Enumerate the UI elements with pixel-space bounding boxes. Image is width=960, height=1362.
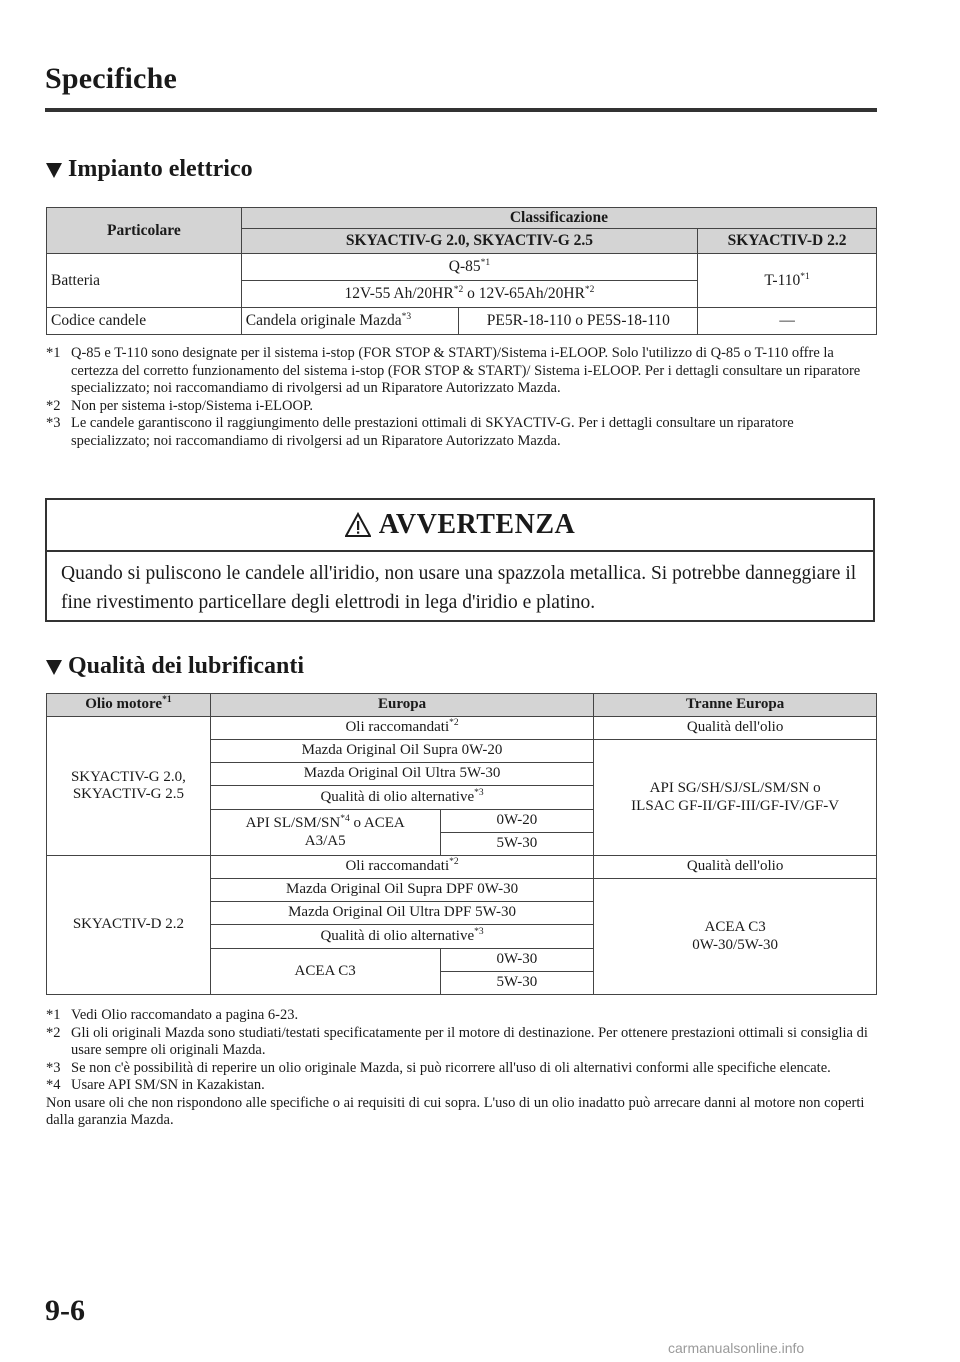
g-visc-0w20: 0W-20 — [440, 810, 594, 833]
footnote — [46, 1077, 876, 1095]
footnote-mark: *2 — [46, 397, 61, 414]
g-api-a: API SL/SM/SN — [245, 815, 341, 832]
g-oil-quality: Qualità dell'olio — [594, 717, 877, 740]
triangle-bullet-icon — [46, 163, 62, 178]
section-title-lubricants-text: Qualità dei lubrificanti — [68, 653, 305, 679]
g-api-c: A3/A5 — [304, 832, 346, 849]
watermark: carmanualsonline.info — [668, 1340, 805, 1356]
battery-g-ah-a: 12V-55 Ah/20HR — [344, 285, 454, 303]
footnote-mark: *2 — [46, 1024, 61, 1041]
warning-triangle-icon — [345, 512, 371, 538]
footnote — [46, 1025, 876, 1060]
footnote-ref: *1 — [162, 695, 172, 706]
battery-g-ah-b: o 12V-65Ah/20HR — [463, 285, 585, 303]
header-europa: Europa — [210, 694, 593, 717]
d-recommended-text: Oli raccomandati — [345, 858, 450, 875]
battery-label: Batteria — [47, 254, 242, 308]
d-alt-quality — [210, 925, 593, 949]
footnote-mark: *3 — [46, 415, 61, 431]
footnote-ref: *2 — [449, 718, 459, 729]
footnote — [46, 415, 876, 450]
d-oil-supra: Mazda Original Oil Supra DPF 0W-30 — [210, 879, 593, 902]
footnote-ref: *4 — [340, 814, 350, 825]
closing-note: Non usare oli che non rispondono alle specifiche o ai requisiti di cui sopra. L'uso di un olio inadatto può arrecare danni al motore non coperti dalla garanzia Mazda. — [46, 1094, 865, 1128]
footnote-ref: *3 — [474, 926, 484, 937]
d-recommended — [210, 856, 593, 879]
section-title-electric-text: Impianto elettrico — [68, 156, 253, 182]
g-visc-5w30: 5W-30 — [440, 833, 594, 856]
battery-g-q85 — [241, 254, 697, 281]
g-api-b: o ACEA — [349, 815, 405, 832]
footnote — [46, 398, 876, 416]
footnote — [46, 345, 876, 398]
footnote-ref: *1 — [480, 258, 491, 269]
page-number: 9-6 — [45, 1294, 85, 1327]
footnote-ref: *1 — [800, 271, 810, 282]
engine-g-line1: SKYACTIV-G 2.0, — [70, 768, 186, 785]
footnote-text: Gli oli originali Mazda sono studiati/testati specificatamente per il motore di destinazione. Per ottenere prestazioni ottimali si consiglia di usare sempre oli originali Mazda. — [71, 1024, 868, 1058]
footnote — [46, 1007, 876, 1025]
g-api-acea — [210, 810, 440, 856]
warning-text: Quando si puliscono le candele all'iridio, non usare una spazzola metallica. Si potrebbe danneggiare il fine rivestimento particellare degli elettrodi in lega d'iridio e platino. — [61, 563, 857, 613]
footnote-text: Q-85 e T-110 sono designate per il sistema i-stop (FOR STOP & START)/Sistema i-ELOOP. Solo l'utilizzo di Q-85 o T-110 offre la certezza del corretto funzionamento del sistema i-stop (FOR STOP & START)/ Sistema i-ELOOP. Per i dettagli consultare un riparatore specializzato; noi raccomandiamo di rivolgersi ad un Riparatore Autorizzato Mazda. — [71, 345, 861, 396]
footnote — [46, 1060, 876, 1078]
footnote-text: Non per sistema i-stop/Sistema i-ELOOP. — [71, 397, 314, 414]
d-oil-ultra: Mazda Original Oil Ultra DPF 5W-30 — [210, 902, 593, 925]
g-oil-supra: Mazda Original Oil Supra 0W-20 — [210, 740, 593, 763]
section-title-electric — [46, 156, 253, 183]
battery-d-t110 — [698, 254, 877, 308]
g-alt-quality — [210, 786, 593, 810]
triangle-bullet-icon — [46, 660, 62, 675]
plug-label: Codice candele — [47, 308, 242, 335]
plug-type — [241, 308, 459, 335]
electric-footnotes — [46, 345, 876, 450]
footnote-ref: *2 — [449, 857, 459, 868]
plug-d-code: — — [698, 308, 877, 335]
lubricants-footnotes — [46, 1007, 876, 1130]
footnote-mark: *1 — [46, 1007, 61, 1023]
footnote-mark: *4 — [46, 1077, 61, 1093]
footnote-text: Usare API SM/SN in Kazakistan. — [71, 1077, 265, 1093]
g-recommended-text: Oli raccomandati — [345, 719, 450, 736]
g-noneu-line1: API SG/SH/SJ/SL/SM/SN o — [649, 780, 821, 797]
section-title-lubricants — [46, 653, 304, 680]
d-noneu-line2: 0W-30/5W-30 — [692, 936, 779, 953]
page-title: Specifiche — [45, 62, 177, 95]
header-skyactiv-d: SKYACTIV-D 2.2 — [698, 229, 877, 254]
header-skyactiv-g: SKYACTIV-G 2.0, SKYACTIV-G 2.5 — [241, 229, 697, 254]
plug-type-text: Candela originale Mazda — [245, 312, 402, 330]
engine-skyactiv-g — [47, 717, 211, 856]
d-visc-5w30: 5W-30 — [440, 972, 594, 995]
engine-skyactiv-d: SKYACTIV-D 2.2 — [47, 856, 211, 995]
warning-header — [47, 500, 873, 552]
d-visc-0w30: 0W-30 — [440, 949, 594, 972]
footnote-ref: *3 — [474, 787, 484, 798]
warning-title: AVVERTENZA — [378, 509, 576, 540]
battery-g-ah — [241, 281, 697, 308]
footnote-ref: *2 — [584, 285, 595, 296]
footnote-text: Se non c'è possibilità di reperire un olio originale Mazda, si può ricorrere all'uso di oli alternativi conformi alle specifiche elencate. — [71, 1059, 831, 1076]
g-noneu-spec — [594, 740, 877, 856]
d-acea: ACEA C3 — [210, 949, 440, 995]
g-noneu-line2: ILSAC GF-II/GF-III/GF-IV/GF-V — [631, 797, 840, 814]
plug-g-code: PE5R-18-110 o PE5S-18-110 — [459, 308, 698, 335]
electric-table — [46, 207, 877, 335]
header-particolare: Particolare — [47, 208, 242, 254]
header-rule — [45, 108, 877, 112]
header-olio-motore-text: Olio motore — [85, 696, 163, 713]
header-classificazione: Classificazione — [241, 208, 876, 229]
d-alt-text: Qualità di olio alternative — [320, 927, 475, 944]
footnote-text: Vedi Olio raccomandato a pagina 6-23. — [71, 1007, 299, 1023]
footnote-text: Le candele garantiscono il raggiungimento delle prestazioni ottimali di SKYACTIV-G. Per i dettagli consultare un riparatore specializzato; noi raccomandiamo di rivolgersi ad un Riparatore Autorizzato Mazda. — [71, 415, 794, 449]
g-oil-ultra: Mazda Original Oil Ultra 5W-30 — [210, 763, 593, 786]
header-olio-motore — [47, 694, 211, 717]
footnote-ref: *2 — [453, 285, 464, 296]
d-noneu-line1: ACEA C3 — [704, 919, 766, 936]
footnote-ref: *3 — [401, 312, 412, 323]
header-tranne-europa: Tranne Europa — [594, 694, 877, 717]
lubricants-table — [46, 693, 877, 995]
engine-g-line2: SKYACTIV-G 2.5 — [72, 786, 184, 802]
battery-d-text: T-110 — [764, 271, 801, 289]
d-oil-quality: Qualità dell'olio — [594, 856, 877, 879]
footnote-mark: *3 — [46, 1059, 61, 1076]
g-recommended — [210, 717, 593, 740]
warning-box — [45, 498, 875, 622]
footnote-mark: *1 — [46, 345, 61, 361]
g-alt-text: Qualità di olio alternative — [320, 788, 475, 805]
battery-g-q85-text: Q-85 — [448, 258, 481, 276]
d-noneu-spec — [594, 879, 877, 995]
